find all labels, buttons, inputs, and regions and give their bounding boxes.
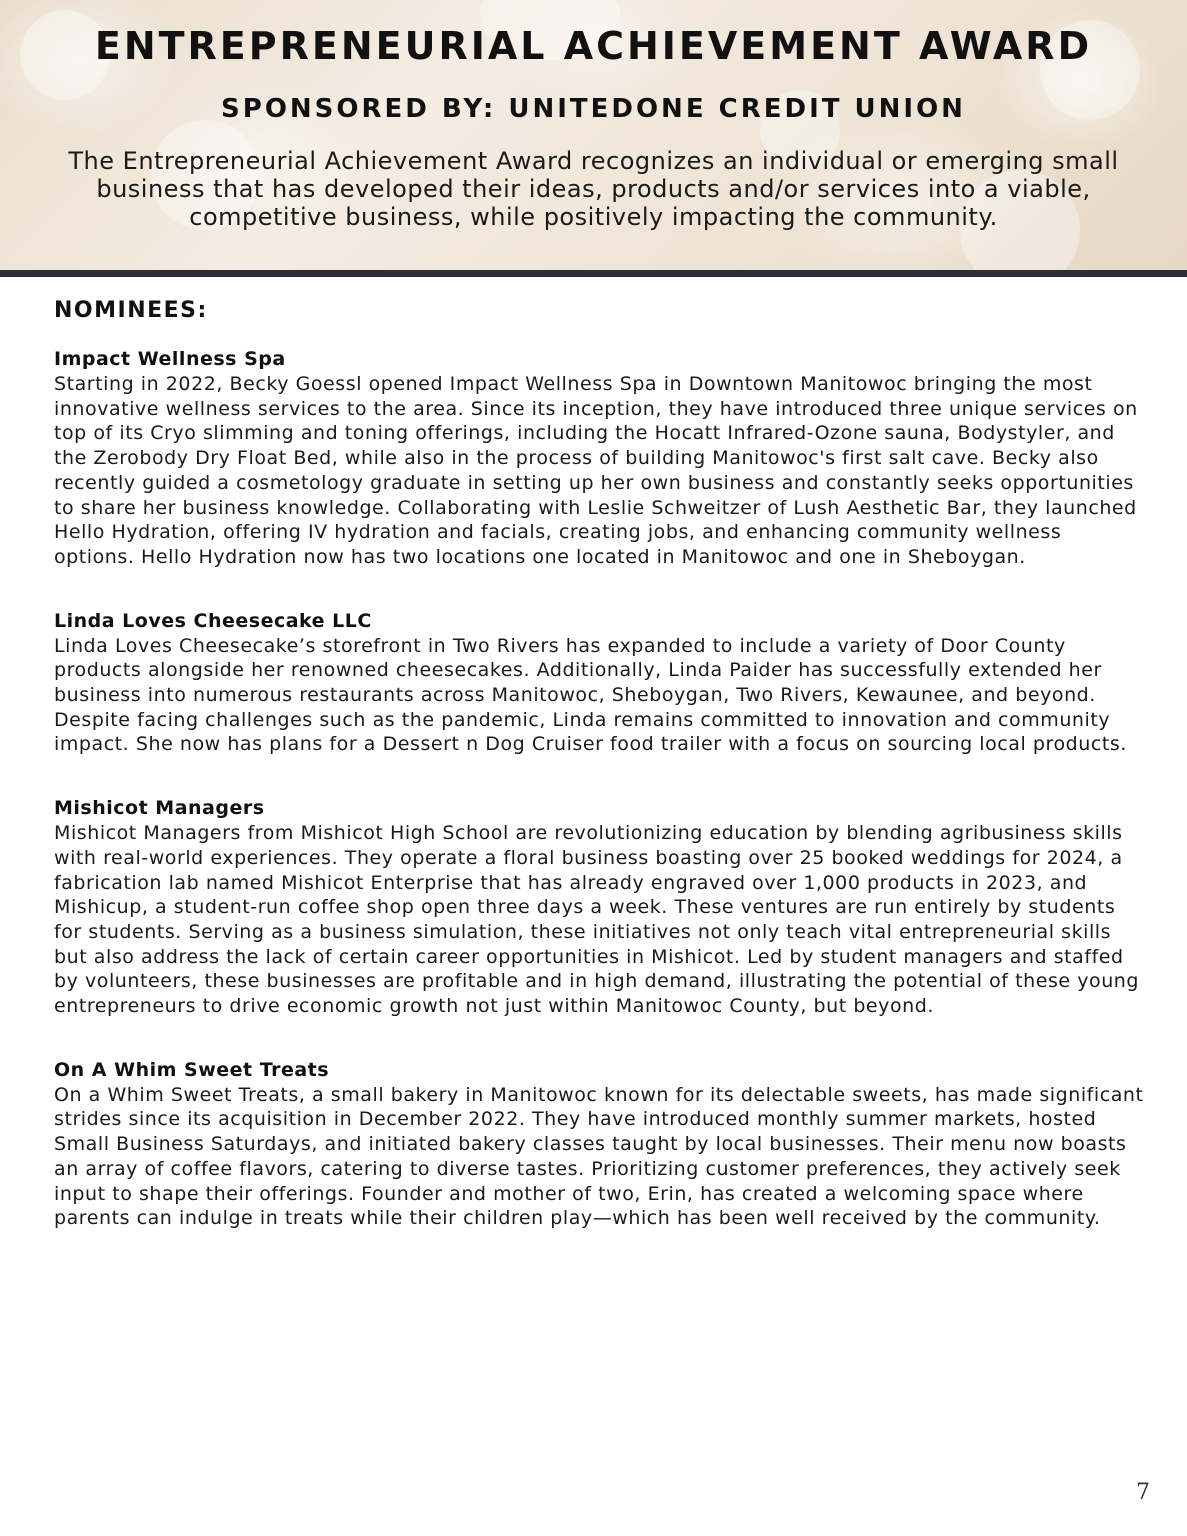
header-banner [0,0,1187,270]
nominee-description: Starting in 2022, Becky Goessl opened Impact Wellness Spa in Downtown Manitowoc bringing the most innovative wellness services to the area. Since its inception, they have introduced three unique services on top of its Cryo slimming and toning offerings, including the Hocatt Infrared-Ozone sauna, Bodystyler, and the Zerobody Dry Float Bed, while also in the process of building Manitowoc's first salt cave. Becky also recently guided a cosmetology graduate in setting up her own business and constantly seeks opportunities to share her business knowledge. Collaborating with Leslie Schweitzer of Lush Aesthetic Bar, they launched Hello Hydration, offering IV hydration and facials, creating jobs, and enhancing community wellness options. Hello Hydration now has two locations one located in Manitowoc and one in Sheboygan. [54,373,1138,568]
page-number: 7 [1136,1480,1150,1505]
nominee-description: On a Whim Sweet Treats, a small bakery in Manitowoc known for its delectable sweets, has made significant strides since its acquisition in December 2022. They have introduced monthly summer markets, hosted Small Business Saturdays, and initiated bakery classes taught by local businesses. Their menu now boasts an array of coffee flavors, catering to diverse tastes. Prioritizing customer preferences, they actively seek input to shape their offerings. Founder and mother of two, Erin, has created a welcoming space where parents can indulge in treats while their children play—which has been well received by the community. [54,1083,1144,1230]
nominee-name: On A Whim Sweet Treats [54,1058,330,1081]
nominee-name: Linda Loves Cheesecake LLC [54,609,372,632]
header-divider [0,270,1187,277]
nominees-heading: NOMINEES: [54,298,208,323]
nominees-section [54,298,1144,1270]
nominee-item [54,347,1144,570]
nominee-description: Mishicot Managers from Mishicot High School are revolutionizing education by blending agribusiness skills with real-world experiences. They operate a floral business boasting over 25 booked weddings for 2024, a fabrication lab named Mishicot Enterprise that has already engraved over 1,000 products in 2023, and Mishicup, a student-run coffee shop open three days a week. These ventures are run entirely by students for students. Serving as a business simulation, these initiatives not only teach vital entrepreneurial skills but also address the lack of certain career opportunities in Mishicot. Led by student managers and staffed by volunteers, these businesses are profitable and in high demand, illustrating the potential of these young entrepreneurs to drive economic growth not just within Manitowoc County, but beyond. [54,822,1140,1018]
nominee-item [54,1058,1144,1231]
nominee-item [54,609,1144,758]
nominee-name: Mishicot Managers [54,797,265,820]
nominee-name: Impact Wellness Spa [54,348,286,370]
nominee-description: Linda Loves Cheesecake’s storefront in Two Rivers has expanded to include a variety of Door County products alongside her renowned cheesecakes. Additionally, Linda Paider has successfully extended her business into numerous restaurants across Manitowoc, Sheboygan, Two Rivers, Kewaunee, and beyond. Despite facing challenges such as the pandemic, Linda remains committed to innovation and community impact. She now has plans for a Dessert n Dog Cruiser food trailer with a focus on sourcing local products. [54,634,1127,756]
page-title: ENTREPRENEURIAL ACHIEVEMENT AWARD [94,24,1093,68]
award-description: The Entrepreneurial Achievement Award recognizes an individual or emerging small business that has developed their ideas, products and/or services into a viable, competitive business, while positively impacting the community. [68,147,1119,231]
nominee-item [54,796,1144,1019]
sponsor-subtitle: SPONSORED BY: UNITEDONE CREDIT UNION [221,94,966,124]
